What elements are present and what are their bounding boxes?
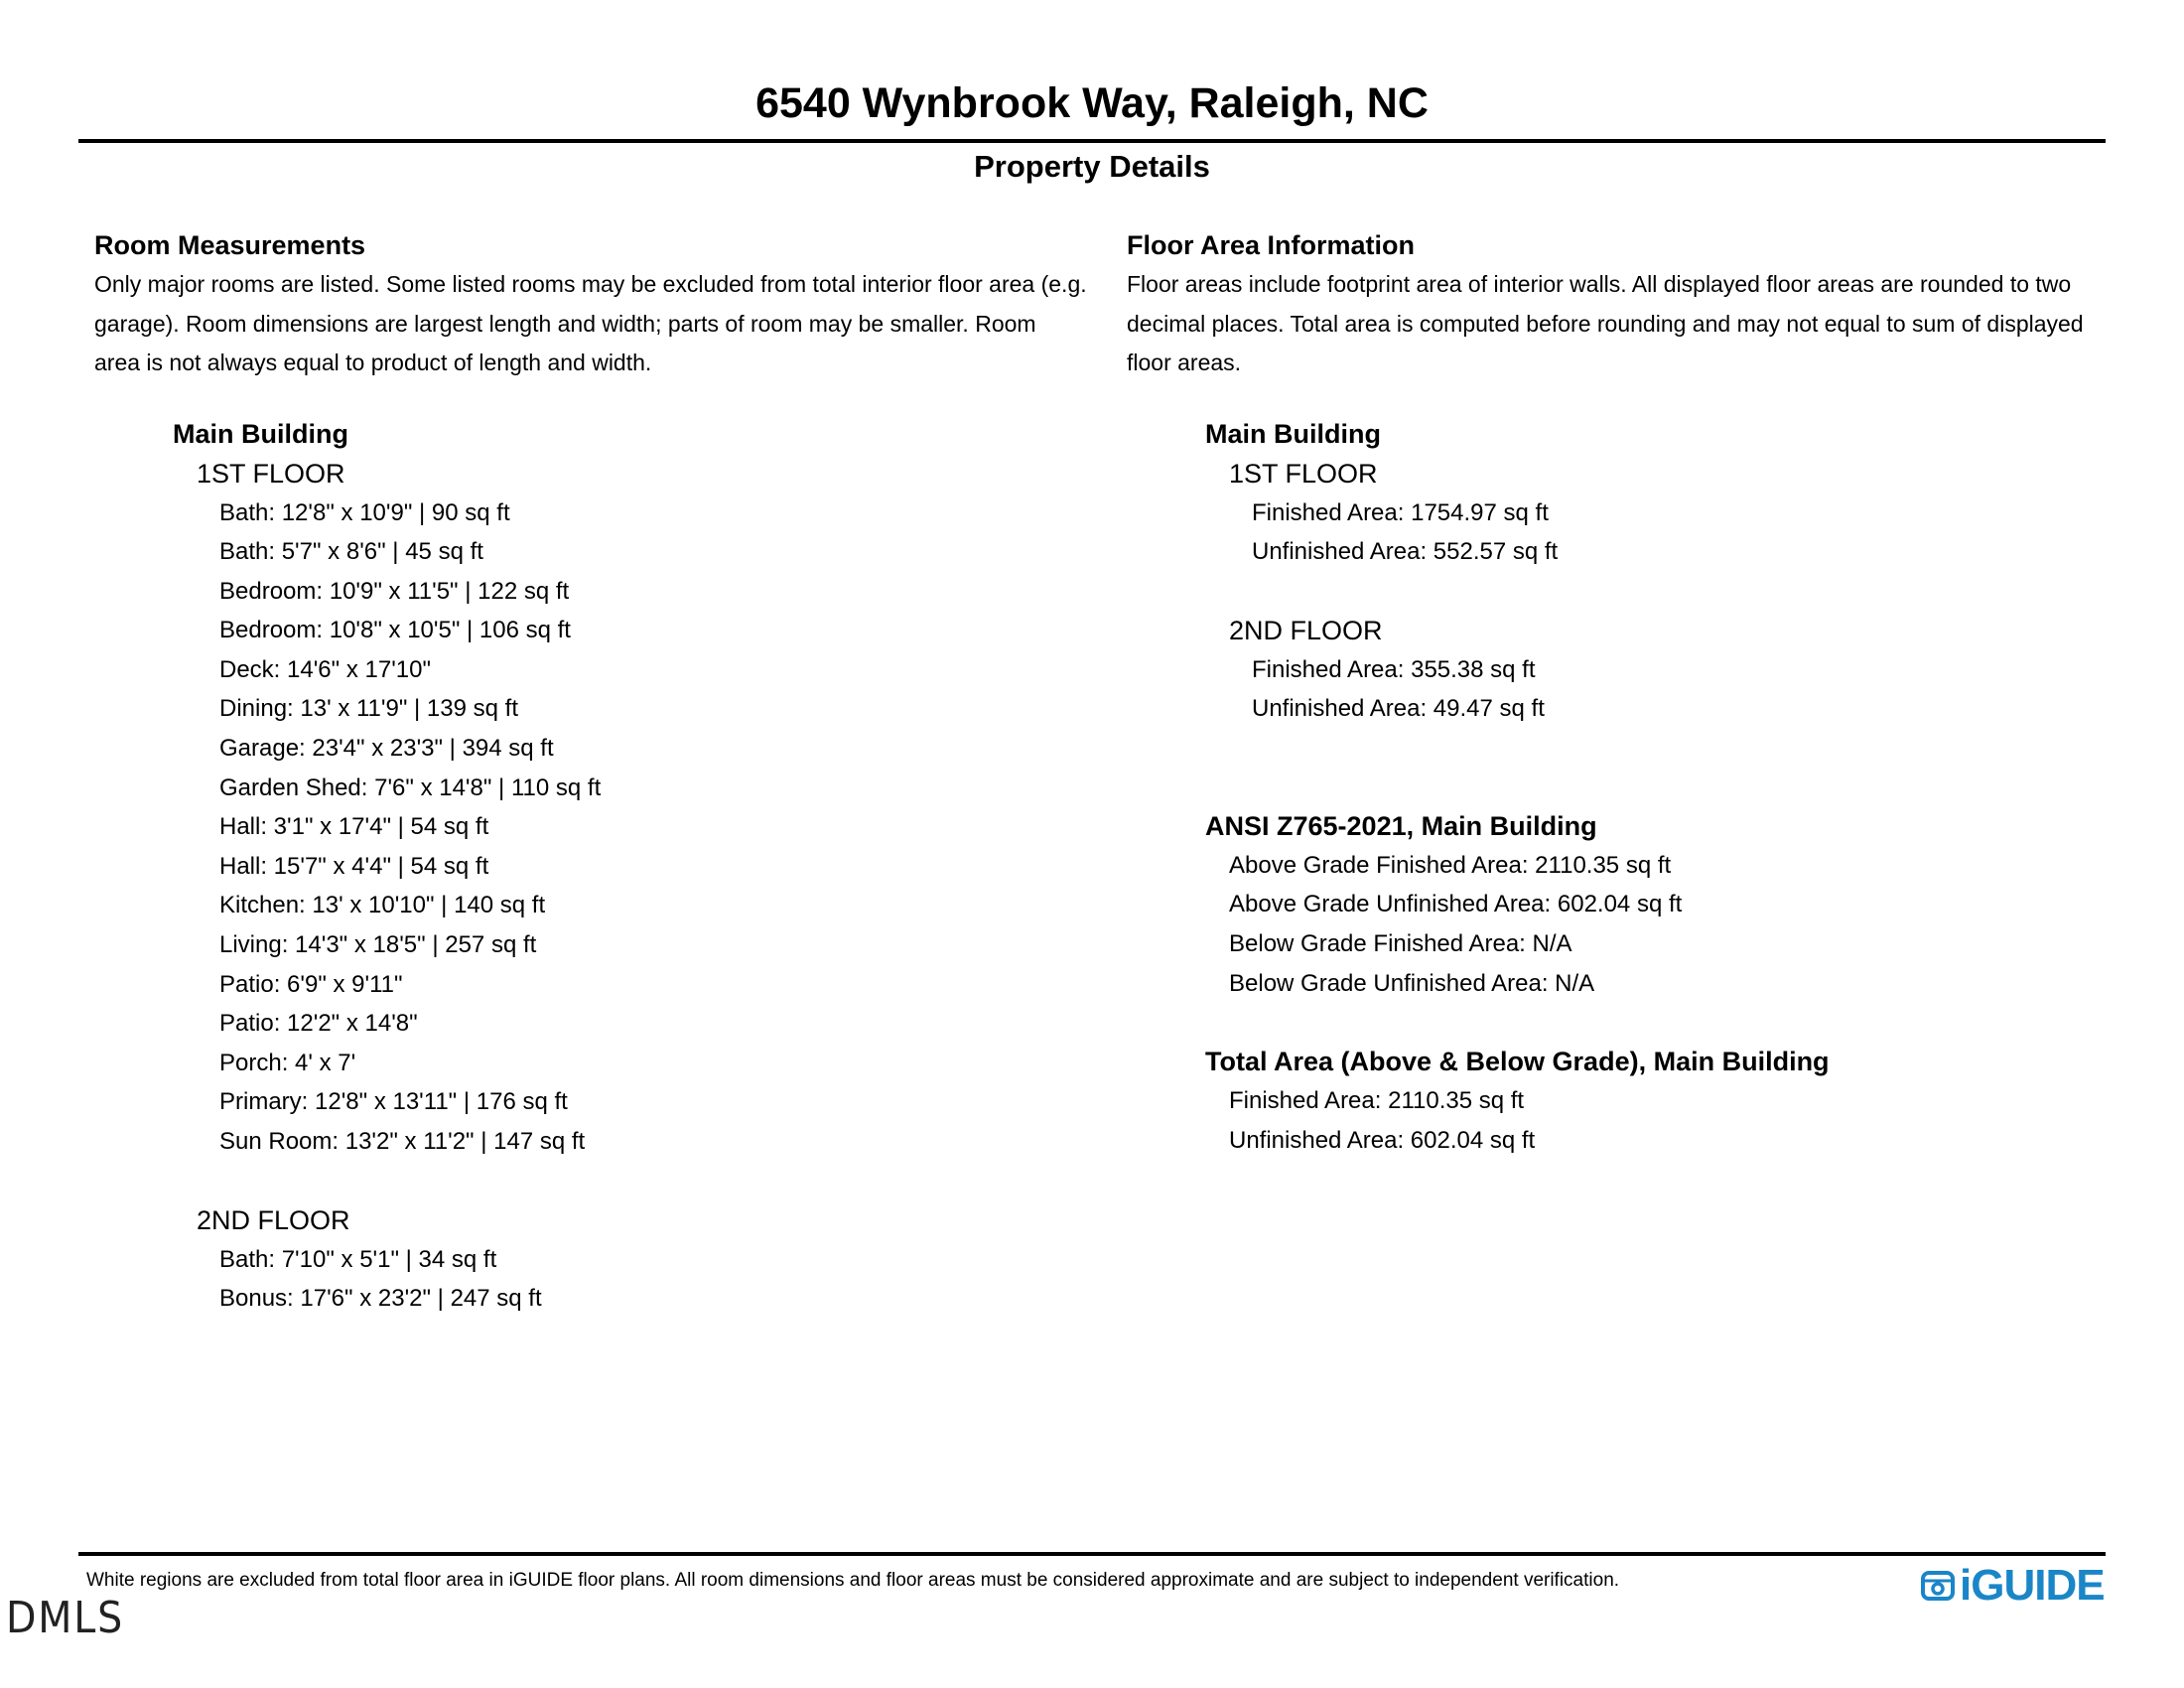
room-floor-title: 1ST FLOOR	[197, 458, 345, 489]
total-area-title: Total Area (Above & Below Grade), Main Building	[1205, 1047, 1830, 1077]
room-floor-block	[94, 1200, 1087, 1319]
room-list	[94, 493, 1087, 1162]
area-floor-title: 2ND FLOOR	[1229, 615, 1383, 645]
logo-text: iGUIDE	[1960, 1561, 2105, 1610]
room-measurements-title: Room Measurements	[94, 230, 366, 260]
page-title: 6540 Wynbrook Way, Raleigh, NC	[755, 79, 1429, 127]
floor-area-description: Floor areas include footprint area of interior walls. All displayed floor areas are rounded to two decimal places. Total area is computed before rounding and may not equal to sum of displayed floor areas.	[1127, 271, 2084, 375]
room-item: Sun Room: 13'2" x 11'2" | 147 sq ft	[219, 1128, 586, 1155]
room-item: Kitchen: 13' x 10'10" | 140 sq ft	[219, 892, 546, 919]
page-subtitle: Property Details	[974, 149, 1210, 184]
room-item: Bedroom: 10'8" x 10'5" | 106 sq ft	[219, 617, 571, 644]
unfinished-area: Unfinished Area: 552.57 sq ft	[1252, 538, 1559, 566]
room-item: Hall: 15'7" x 4'4" | 54 sq ft	[219, 852, 489, 880]
footer-rule	[78, 1552, 2106, 1556]
room-floor-block	[94, 454, 1087, 1162]
room-item: Hall: 3'1" x 17'4" | 54 sq ft	[219, 813, 489, 841]
total-area-item: Unfinished Area: 602.04 sq ft	[1229, 1126, 1536, 1154]
room-measurements-section	[94, 225, 1087, 1319]
room-item: Deck: 14'6" x 17'10"	[219, 655, 431, 683]
room-item: Living: 14'3" x 18'5" | 257 sq ft	[219, 931, 537, 959]
unfinished-area: Unfinished Area: 49.47 sq ft	[1252, 695, 1545, 723]
room-list	[94, 1240, 1087, 1319]
finished-area: Finished Area: 355.38 sq ft	[1252, 655, 1536, 683]
room-item: Bath: 5'7" x 8'6" | 45 sq ft	[219, 538, 483, 566]
ansi-list	[1127, 846, 2129, 1003]
ansi-item: Below Grade Finished Area: N/A	[1229, 930, 1572, 958]
room-item: Patio: 12'2" x 14'8"	[219, 1010, 418, 1038]
room-item: Garage: 23'4" x 23'3" | 394 sq ft	[219, 735, 554, 763]
room-item: Bath: 12'8" x 10'9" | 90 sq ft	[219, 498, 510, 526]
total-area-list	[1127, 1081, 2129, 1160]
finished-area: Finished Area: 1754.97 sq ft	[1252, 498, 1549, 526]
room-item: Bedroom: 10'9" x 11'5" | 122 sq ft	[219, 577, 570, 605]
area-building-title: Main Building	[1205, 418, 1381, 449]
room-measurements-description: Only major rooms are listed. Some listed rooms may be excluded from total interior floor area (e.g. garage). Room dimensions are largest length and width; parts of room may be smaller. Room area is not always equal to product of length and width.	[94, 271, 1087, 375]
footer-note: White regions are excluded from total floor area in iGUIDE floor plans. All room dimensions and floor areas must be considered approximate and are subject to independent verification.	[86, 1570, 1620, 1591]
room-item: Dining: 13' x 11'9" | 139 sq ft	[219, 695, 518, 723]
room-item: Garden Shed: 7'6" x 14'8" | 110 sq ft	[219, 774, 602, 801]
spacer	[1127, 729, 2129, 806]
room-building-title: Main Building	[173, 418, 348, 449]
area-list	[1127, 650, 2129, 729]
room-item: Primary: 12'8" x 13'11" | 176 sq ft	[219, 1088, 568, 1116]
area-list	[1127, 493, 2129, 572]
ansi-item: Above Grade Finished Area: 2110.35 sq ft	[1229, 851, 1672, 879]
floor-area-title: Floor Area Information	[1127, 230, 1416, 260]
iguide-logo	[1920, 1561, 2105, 1610]
room-item: Porch: 4' x 7'	[219, 1049, 356, 1076]
ansi-title: ANSI Z765-2021, Main Building	[1205, 810, 1597, 841]
header-rule	[78, 139, 2106, 143]
room-item: Bonus: 17'6" x 23'2" | 247 sq ft	[219, 1285, 542, 1313]
dmls-watermark: DMLS	[6, 1593, 125, 1643]
spacer	[1127, 1003, 2129, 1042]
area-floor-block	[1127, 611, 2129, 729]
total-area-item: Finished Area: 2110.35 sq ft	[1229, 1087, 1525, 1115]
room-item: Bath: 7'10" x 5'1" | 34 sq ft	[219, 1245, 497, 1273]
camera-icon	[1920, 1568, 1956, 1604]
area-floor-block	[1127, 454, 2129, 572]
room-floor-title: 2ND FLOOR	[197, 1204, 350, 1235]
ansi-item: Below Grade Unfinished Area: N/A	[1229, 969, 1595, 997]
room-item: Patio: 6'9" x 9'11"	[219, 970, 403, 998]
floor-area-section	[1127, 225, 2129, 1160]
ansi-item: Above Grade Unfinished Area: 602.04 sq ft	[1229, 891, 1683, 918]
area-floor-title: 1ST FLOOR	[1229, 458, 1378, 489]
